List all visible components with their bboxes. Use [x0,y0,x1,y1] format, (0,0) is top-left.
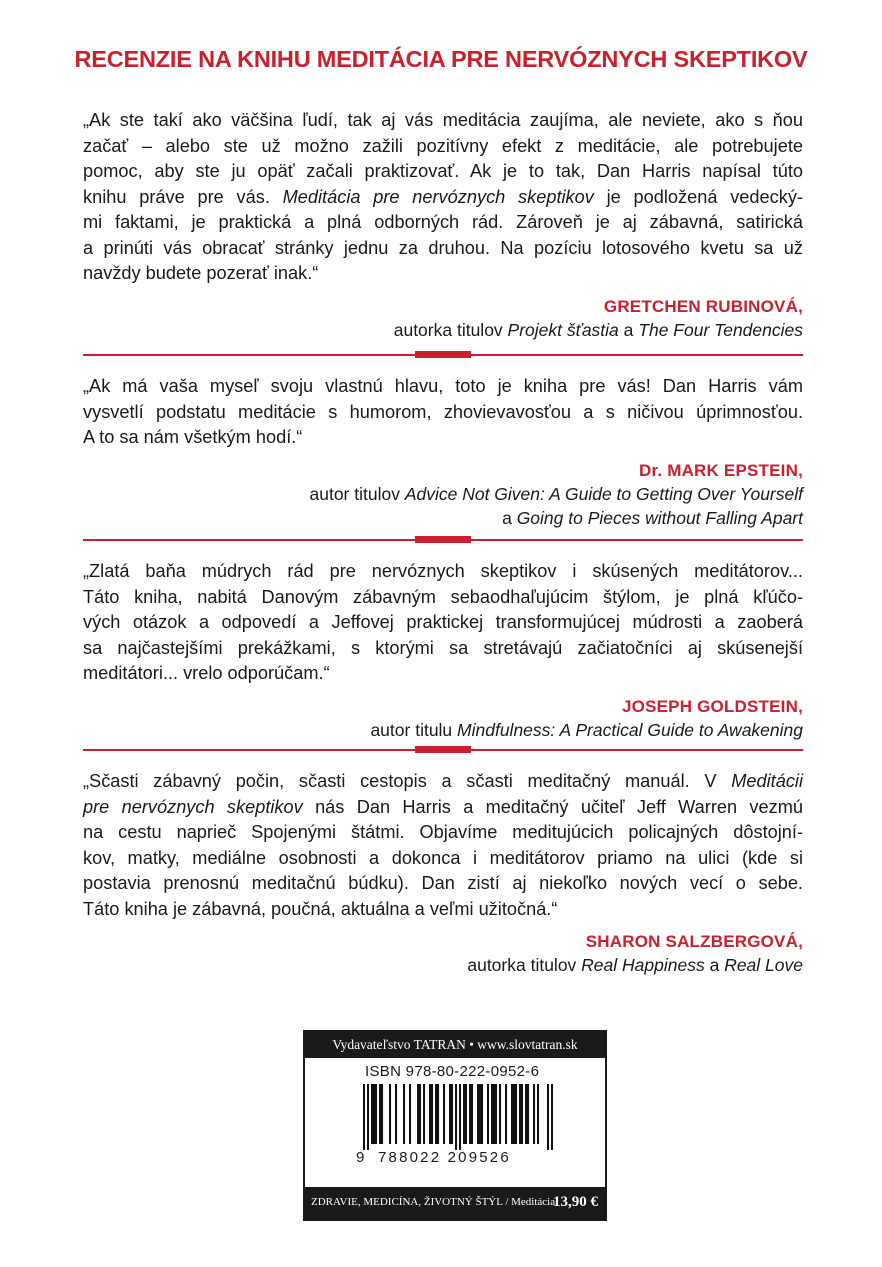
barcode-bar [537,1084,539,1144]
text-run: a [618,319,639,340]
book-title: Advice Not Given: A Guide to Getting Over Yourself [404,483,803,504]
book-title: Going to Pieces without Falling Apart [516,508,803,528]
text-run: navždy budete pozerať inak.“ [83,263,319,283]
quote-line [83,585,803,611]
text-run: na cestu naprieč Spojenými štátmi. Objavíme meditujúcich policajných dôstojní- [83,822,803,842]
quote-line [83,425,803,451]
publisher-band: Vydavateľstvo TATRAN • www.slovtatran.sk [305,1032,605,1058]
barcode-bar [525,1084,527,1144]
barcode-digits: 788022 209526 [378,1149,511,1166]
barcode-bar [403,1084,405,1144]
barcode-bar [451,1084,453,1144]
barcode-bar [409,1084,411,1144]
book-title: The Four Tendencies [638,319,803,340]
review-credit [83,482,803,531]
price-label: 13,90 € [553,1194,598,1210]
barcode-bar [491,1084,493,1144]
review-author: JOSEPH GOLDSTEIN, [622,696,803,716]
text-run: vých otázok a odpovedí a Jeffovej praktickej transformujúcej múdrosti a zaoberá [83,612,803,632]
quote-line [83,159,803,185]
barcode-bar [449,1084,451,1144]
barcode-bar [417,1084,419,1144]
barcode-bar [547,1084,549,1150]
text-run: a [502,508,517,528]
barcode-bar [373,1084,375,1144]
quote-line [83,661,803,687]
barcode-bar [455,1084,457,1150]
text-run: „Zlatá baňa múdrych rád pre nervóznych skeptikov i skúsených meditátorov... [83,561,803,581]
barcode-bar [463,1084,465,1144]
text-run: knihu práve pre vás. [83,186,283,207]
barcode-bar [527,1084,529,1144]
barcode-bar [511,1084,513,1144]
barcode-bar [371,1084,373,1144]
section-divider [83,350,803,359]
barcode-bar [521,1084,523,1144]
text-run: A to sa nám všetkým hodí.“ [83,427,303,447]
quote-line [83,134,803,160]
barcode-box [303,1030,607,1221]
barcode-bar [495,1084,497,1144]
quote-line [83,108,803,134]
barcode-bar [389,1084,391,1144]
text-run: autor titulu [370,719,458,740]
quote-line [83,871,803,897]
barcode-bar [431,1084,433,1144]
quote-line [83,897,803,923]
barcode-bar [375,1084,377,1144]
quote-line [83,185,803,211]
quote-line [83,236,803,262]
review-credit [83,718,803,743]
barcode-bar [443,1084,445,1144]
review-quote [83,374,803,451]
text-run: pomoc, aby ste ju opäť začali praktizovať. Ak je to tak, Dan Harris napísal túto [83,161,803,181]
quote-line [83,261,803,287]
review-quote [83,108,803,287]
review-rubinova [83,108,803,342]
credit-line [83,718,803,743]
barcode-bar [533,1084,535,1144]
barcode-bar [499,1084,501,1144]
barcode-bar [477,1084,479,1144]
barcode-bar [469,1084,471,1144]
text-run: nás Dan Harris a meditačný učiteľ Jeff Warren vezmú [302,796,803,817]
barcode-bar [471,1084,473,1144]
barcode-bar [367,1084,369,1150]
text-run: autorka titulov [393,319,508,340]
text-run: a [704,955,725,975]
barcode-bar [551,1084,553,1150]
credit-line [83,506,803,531]
text-run: kov, matky, mediálne osobnosti a dokonca i meditátorov priamo na ulici (kde si [83,847,803,868]
review-credit [83,318,803,343]
barcode-bar [481,1084,483,1144]
category-label: ZDRAVIE, MEDICÍNA, ŽIVOTNÝ ŠTÝL / Meditácia [311,1196,556,1208]
quote-line [83,636,803,662]
barcode-bar [419,1084,421,1144]
barcode-bar [465,1084,467,1144]
barcode-bar [429,1084,431,1144]
review-credit [83,953,803,978]
text-run: meditátori... vrelo odporúčam.“ [83,663,330,683]
page-title: RECENZIE NA KNIHU MEDITÁCIA PRE NERVÓZNYCH SKEPTIKOV [74,46,808,72]
barcode-bar [435,1084,437,1144]
text-run: autor titulov [309,483,405,504]
book-title: Mindfulness: A Practical Guide to Awakening [457,719,803,740]
barcode-bar [493,1084,495,1144]
review-quote [83,769,803,922]
text-run: začať – alebo ste už možno zažili pozitívny efekt z meditácie, ale potrebujete [83,135,803,156]
ean13-barcode [363,1084,553,1150]
review-goldstein [83,559,803,742]
quote-line [83,374,803,400]
barcode-leading-digit: 9 [356,1149,365,1166]
barcode-bar [519,1084,521,1144]
review-salzbergova [83,769,803,978]
barcode-bar [379,1084,381,1144]
book-title: Meditácia pre nervóznych skeptikov [282,186,594,207]
barcode-bar [423,1084,425,1144]
quote-line [83,846,803,872]
barcode-bar [363,1084,365,1150]
barcode-bar [487,1084,489,1144]
book-title: Real Happiness [581,955,705,975]
text-run: „Ak má vaša myseľ svoju vlastnú hlavu, toto je kniha pre vás! Dan Harris vám [83,376,803,396]
review-author: GRETCHEN RUBINOVÁ, [603,296,803,316]
text-run: Táto kniha je zábavná, poučná, aktuálna a veľmi užitočná.“ [83,898,558,919]
text-run: mi faktami, je praktická a plná odborných rád. Zároveň je aj zábavná, satirická [83,212,803,232]
book-title: Real Love [724,955,803,975]
text-run: sa najčastejšími prekážkami, s ktorými sa stretávajú začiatočníci aj skúsenejší [83,637,803,658]
quote-line [83,559,803,585]
review-quote [83,559,803,687]
barcode-bar [505,1084,507,1144]
text-run: je podložená vedecký- [593,186,803,207]
barcode-bar [515,1084,517,1144]
category-band [305,1187,605,1219]
text-run: Táto kniha, nabitá Danovým zábavným sebaodhaľujúcim štýlom, je plná kľúčo- [83,586,803,607]
quote-line [83,795,803,821]
quote-line [83,210,803,236]
review-author: SHARON SALZBERGOVÁ, [585,932,803,951]
barcode-bar [381,1084,383,1144]
credit-line [83,318,803,343]
isbn-label: ISBN 978-80-222-0952-6 [365,1063,540,1080]
barcode-bar [513,1084,515,1144]
barcode-bar [395,1084,397,1144]
review-author: Dr. MARK EPSTEIN, [639,460,803,480]
book-title: Projekt šťastia [507,319,619,340]
section-divider [83,535,803,544]
quote-line [83,769,803,795]
review-epstein [83,374,803,531]
section-divider [83,745,803,754]
quote-line [83,610,803,636]
text-run: vysvetlí podstatu meditácie s humorom, zhovievavosťou a s ničivou úprimnosťou. [83,401,803,422]
text-run: „Ak ste takí ako väčšina ľudí, tak aj vás meditácia zaujíma, ale neviete, ako s ňou [83,110,803,130]
text-run: „Sčasti zábavný počin, sčasti cestopis a sčasti meditačný manuál. V [83,771,732,791]
credit-line [83,953,803,978]
barcode-bar [437,1084,439,1144]
barcode-bar [479,1084,481,1144]
book-title: Meditácii [731,771,803,791]
barcode-bar [459,1084,461,1150]
quote-line [83,820,803,846]
book-title: pre nervóznych skeptikov [83,796,303,817]
credit-line [83,482,803,507]
text-run: a prinúti vás obracať stránky jednu za druhou. Na pozíciu lotosového kvetu sa už [83,237,803,258]
quote-line [83,400,803,426]
text-run: postavia prenosnú meditačnú búdku). Dan zistí aj niekoľko nových vecí o sebe. [83,873,803,893]
text-run: autorka titulov [467,955,582,975]
